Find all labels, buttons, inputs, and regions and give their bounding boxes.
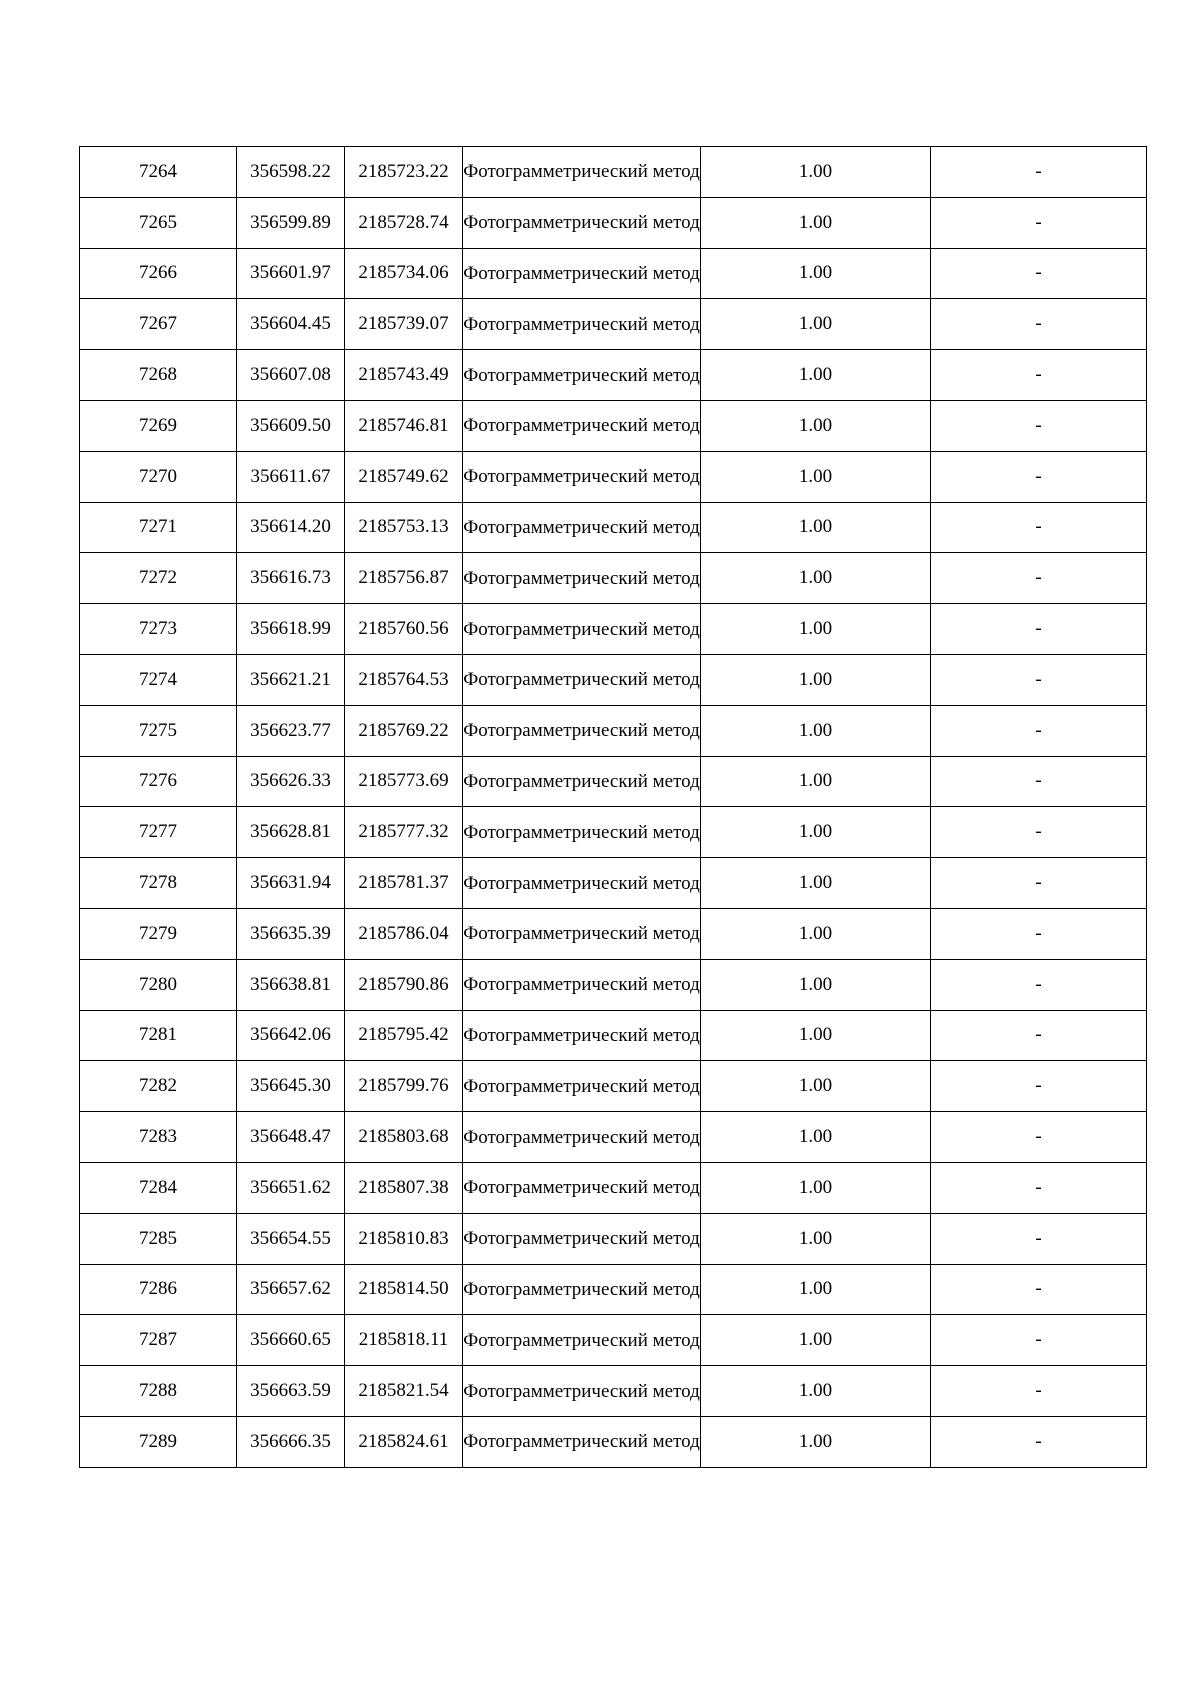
table-row bbox=[80, 654, 1147, 705]
table-row bbox=[80, 1366, 1147, 1417]
accuracy-cell: 1.00 bbox=[701, 654, 931, 705]
method-cell: Фотограмметрический метод bbox=[463, 807, 701, 858]
accuracy-cell: 1.00 bbox=[701, 1213, 931, 1264]
table-row bbox=[80, 1112, 1147, 1163]
accuracy-cell: 1.00 bbox=[701, 1416, 931, 1467]
x-coordinate-cell: 356611.67 bbox=[237, 451, 345, 502]
description-cell: - bbox=[931, 1366, 1147, 1417]
point-number-cell: 7278 bbox=[80, 858, 237, 909]
method-cell: Фотограмметрический метод bbox=[463, 1416, 701, 1467]
y-coordinate-cell: 2185814.50 bbox=[345, 1264, 463, 1315]
method-cell: Фотограмметрический метод bbox=[463, 959, 701, 1010]
method-cell: Фотограмметрический метод bbox=[463, 654, 701, 705]
method-cell: Фотограмметрический метод bbox=[463, 908, 701, 959]
accuracy-cell: 1.00 bbox=[701, 1315, 931, 1366]
description-cell: - bbox=[931, 350, 1147, 401]
accuracy-cell: 1.00 bbox=[701, 959, 931, 1010]
accuracy-cell: 1.00 bbox=[701, 705, 931, 756]
description-cell: - bbox=[931, 299, 1147, 350]
description-cell: - bbox=[931, 1416, 1147, 1467]
accuracy-cell: 1.00 bbox=[701, 147, 931, 198]
x-coordinate-cell: 356666.35 bbox=[237, 1416, 345, 1467]
accuracy-cell: 1.00 bbox=[701, 1264, 931, 1315]
y-coordinate-cell: 2185799.76 bbox=[345, 1061, 463, 1112]
y-coordinate-cell: 2185769.22 bbox=[345, 705, 463, 756]
description-cell: - bbox=[931, 908, 1147, 959]
point-number-cell: 7277 bbox=[80, 807, 237, 858]
method-cell: Фотограмметрический метод bbox=[463, 147, 701, 198]
point-number-cell: 7282 bbox=[80, 1061, 237, 1112]
x-coordinate-cell: 356631.94 bbox=[237, 858, 345, 909]
accuracy-cell: 1.00 bbox=[701, 553, 931, 604]
accuracy-cell: 1.00 bbox=[701, 400, 931, 451]
point-number-cell: 7269 bbox=[80, 400, 237, 451]
y-coordinate-cell: 2185777.32 bbox=[345, 807, 463, 858]
accuracy-cell: 1.00 bbox=[701, 1162, 931, 1213]
y-coordinate-cell: 2185773.69 bbox=[345, 756, 463, 807]
table-row bbox=[80, 1061, 1147, 1112]
accuracy-cell: 1.00 bbox=[701, 1061, 931, 1112]
accuracy-cell: 1.00 bbox=[701, 1366, 931, 1417]
table-row bbox=[80, 299, 1147, 350]
y-coordinate-cell: 2185790.86 bbox=[345, 959, 463, 1010]
accuracy-cell: 1.00 bbox=[701, 299, 931, 350]
y-coordinate-cell: 2185821.54 bbox=[345, 1366, 463, 1417]
point-number-cell: 7288 bbox=[80, 1366, 237, 1417]
document-page bbox=[79, 146, 1146, 1468]
x-coordinate-cell: 356599.89 bbox=[237, 197, 345, 248]
x-coordinate-cell: 356642.06 bbox=[237, 1010, 345, 1061]
description-cell: - bbox=[931, 654, 1147, 705]
point-number-cell: 7271 bbox=[80, 502, 237, 553]
point-number-cell: 7289 bbox=[80, 1416, 237, 1467]
table-row bbox=[80, 1416, 1147, 1467]
table-row bbox=[80, 553, 1147, 604]
accuracy-cell: 1.00 bbox=[701, 604, 931, 655]
x-coordinate-cell: 356651.62 bbox=[237, 1162, 345, 1213]
table-row bbox=[80, 756, 1147, 807]
y-coordinate-cell: 2185749.62 bbox=[345, 451, 463, 502]
table-row bbox=[80, 400, 1147, 451]
accuracy-cell: 1.00 bbox=[701, 451, 931, 502]
point-number-cell: 7267 bbox=[80, 299, 237, 350]
method-cell: Фотограмметрический метод bbox=[463, 350, 701, 401]
point-number-cell: 7276 bbox=[80, 756, 237, 807]
x-coordinate-cell: 356660.65 bbox=[237, 1315, 345, 1366]
x-coordinate-cell: 356598.22 bbox=[237, 147, 345, 198]
table-row bbox=[80, 908, 1147, 959]
x-coordinate-cell: 356626.33 bbox=[237, 756, 345, 807]
method-cell: Фотограмметрический метод bbox=[463, 705, 701, 756]
method-cell: Фотограмметрический метод bbox=[463, 1112, 701, 1163]
y-coordinate-cell: 2185810.83 bbox=[345, 1213, 463, 1264]
y-coordinate-cell: 2185818.11 bbox=[345, 1315, 463, 1366]
method-cell: Фотограмметрический метод bbox=[463, 1010, 701, 1061]
x-coordinate-cell: 356623.77 bbox=[237, 705, 345, 756]
description-cell: - bbox=[931, 1264, 1147, 1315]
table-row bbox=[80, 1213, 1147, 1264]
method-cell: Фотограмметрический метод bbox=[463, 1366, 701, 1417]
x-coordinate-cell: 356621.21 bbox=[237, 654, 345, 705]
method-cell: Фотограмметрический метод bbox=[463, 400, 701, 451]
point-number-cell: 7284 bbox=[80, 1162, 237, 1213]
accuracy-cell: 1.00 bbox=[701, 807, 931, 858]
point-number-cell: 7274 bbox=[80, 654, 237, 705]
y-coordinate-cell: 2185734.06 bbox=[345, 248, 463, 299]
x-coordinate-cell: 356657.62 bbox=[237, 1264, 345, 1315]
y-coordinate-cell: 2185743.49 bbox=[345, 350, 463, 401]
y-coordinate-cell: 2185781.37 bbox=[345, 858, 463, 909]
x-coordinate-cell: 356614.20 bbox=[237, 502, 345, 553]
description-cell: - bbox=[931, 1061, 1147, 1112]
point-number-cell: 7281 bbox=[80, 1010, 237, 1061]
method-cell: Фотограмметрический метод bbox=[463, 502, 701, 553]
x-coordinate-cell: 356638.81 bbox=[237, 959, 345, 1010]
method-cell: Фотограмметрический метод bbox=[463, 1162, 701, 1213]
x-coordinate-cell: 356609.50 bbox=[237, 400, 345, 451]
x-coordinate-cell: 356601.97 bbox=[237, 248, 345, 299]
table-row bbox=[80, 604, 1147, 655]
y-coordinate-cell: 2185786.04 bbox=[345, 908, 463, 959]
table-row bbox=[80, 197, 1147, 248]
description-cell: - bbox=[931, 147, 1147, 198]
accuracy-cell: 1.00 bbox=[701, 1010, 931, 1061]
x-coordinate-cell: 356616.73 bbox=[237, 553, 345, 604]
point-number-cell: 7266 bbox=[80, 248, 237, 299]
table-row bbox=[80, 248, 1147, 299]
coordinates-table bbox=[79, 146, 1147, 1468]
method-cell: Фотограмметрический метод bbox=[463, 248, 701, 299]
accuracy-cell: 1.00 bbox=[701, 1112, 931, 1163]
y-coordinate-cell: 2185728.74 bbox=[345, 197, 463, 248]
description-cell: - bbox=[931, 248, 1147, 299]
y-coordinate-cell: 2185753.13 bbox=[345, 502, 463, 553]
point-number-cell: 7270 bbox=[80, 451, 237, 502]
description-cell: - bbox=[931, 197, 1147, 248]
description-cell: - bbox=[931, 959, 1147, 1010]
y-coordinate-cell: 2185756.87 bbox=[345, 553, 463, 604]
description-cell: - bbox=[931, 1112, 1147, 1163]
accuracy-cell: 1.00 bbox=[701, 350, 931, 401]
table-row bbox=[80, 1162, 1147, 1213]
description-cell: - bbox=[931, 1162, 1147, 1213]
x-coordinate-cell: 356628.81 bbox=[237, 807, 345, 858]
x-coordinate-cell: 356607.08 bbox=[237, 350, 345, 401]
method-cell: Фотограмметрический метод bbox=[463, 858, 701, 909]
point-number-cell: 7264 bbox=[80, 147, 237, 198]
y-coordinate-cell: 2185723.22 bbox=[345, 147, 463, 198]
description-cell: - bbox=[931, 858, 1147, 909]
table-row bbox=[80, 807, 1147, 858]
table-row bbox=[80, 705, 1147, 756]
table-row bbox=[80, 1010, 1147, 1061]
accuracy-cell: 1.00 bbox=[701, 908, 931, 959]
method-cell: Фотограмметрический метод bbox=[463, 1213, 701, 1264]
accuracy-cell: 1.00 bbox=[701, 756, 931, 807]
point-number-cell: 7273 bbox=[80, 604, 237, 655]
x-coordinate-cell: 356618.99 bbox=[237, 604, 345, 655]
x-coordinate-cell: 356663.59 bbox=[237, 1366, 345, 1417]
method-cell: Фотограмметрический метод bbox=[463, 1264, 701, 1315]
point-number-cell: 7265 bbox=[80, 197, 237, 248]
x-coordinate-cell: 356604.45 bbox=[237, 299, 345, 350]
table-row bbox=[80, 858, 1147, 909]
table-row bbox=[80, 1264, 1147, 1315]
description-cell: - bbox=[931, 1010, 1147, 1061]
method-cell: Фотограмметрический метод bbox=[463, 299, 701, 350]
x-coordinate-cell: 356648.47 bbox=[237, 1112, 345, 1163]
table-row bbox=[80, 350, 1147, 401]
description-cell: - bbox=[931, 400, 1147, 451]
accuracy-cell: 1.00 bbox=[701, 858, 931, 909]
table-row bbox=[80, 147, 1147, 198]
description-cell: - bbox=[931, 756, 1147, 807]
accuracy-cell: 1.00 bbox=[701, 502, 931, 553]
y-coordinate-cell: 2185739.07 bbox=[345, 299, 463, 350]
description-cell: - bbox=[931, 1213, 1147, 1264]
table-row bbox=[80, 451, 1147, 502]
accuracy-cell: 1.00 bbox=[701, 248, 931, 299]
accuracy-cell: 1.00 bbox=[701, 197, 931, 248]
method-cell: Фотограмметрический метод bbox=[463, 604, 701, 655]
description-cell: - bbox=[931, 1315, 1147, 1366]
x-coordinate-cell: 356645.30 bbox=[237, 1061, 345, 1112]
x-coordinate-cell: 356635.39 bbox=[237, 908, 345, 959]
point-number-cell: 7268 bbox=[80, 350, 237, 401]
point-number-cell: 7283 bbox=[80, 1112, 237, 1163]
point-number-cell: 7272 bbox=[80, 553, 237, 604]
table-row bbox=[80, 502, 1147, 553]
y-coordinate-cell: 2185746.81 bbox=[345, 400, 463, 451]
description-cell: - bbox=[931, 807, 1147, 858]
y-coordinate-cell: 2185795.42 bbox=[345, 1010, 463, 1061]
y-coordinate-cell: 2185760.56 bbox=[345, 604, 463, 655]
point-number-cell: 7286 bbox=[80, 1264, 237, 1315]
point-number-cell: 7285 bbox=[80, 1213, 237, 1264]
y-coordinate-cell: 2185824.61 bbox=[345, 1416, 463, 1467]
point-number-cell: 7275 bbox=[80, 705, 237, 756]
method-cell: Фотограмметрический метод bbox=[463, 1315, 701, 1366]
y-coordinate-cell: 2185803.68 bbox=[345, 1112, 463, 1163]
description-cell: - bbox=[931, 705, 1147, 756]
point-number-cell: 7287 bbox=[80, 1315, 237, 1366]
x-coordinate-cell: 356654.55 bbox=[237, 1213, 345, 1264]
description-cell: - bbox=[931, 553, 1147, 604]
point-number-cell: 7279 bbox=[80, 908, 237, 959]
method-cell: Фотограмметрический метод bbox=[463, 756, 701, 807]
method-cell: Фотограмметрический метод bbox=[463, 451, 701, 502]
table-row bbox=[80, 1315, 1147, 1366]
method-cell: Фотограмметрический метод bbox=[463, 553, 701, 604]
y-coordinate-cell: 2185807.38 bbox=[345, 1162, 463, 1213]
description-cell: - bbox=[931, 451, 1147, 502]
point-number-cell: 7280 bbox=[80, 959, 237, 1010]
table-body bbox=[80, 147, 1147, 1468]
description-cell: - bbox=[931, 502, 1147, 553]
method-cell: Фотограмметрический метод bbox=[463, 1061, 701, 1112]
y-coordinate-cell: 2185764.53 bbox=[345, 654, 463, 705]
table-row bbox=[80, 959, 1147, 1010]
method-cell: Фотограмметрический метод bbox=[463, 197, 701, 248]
description-cell: - bbox=[931, 604, 1147, 655]
